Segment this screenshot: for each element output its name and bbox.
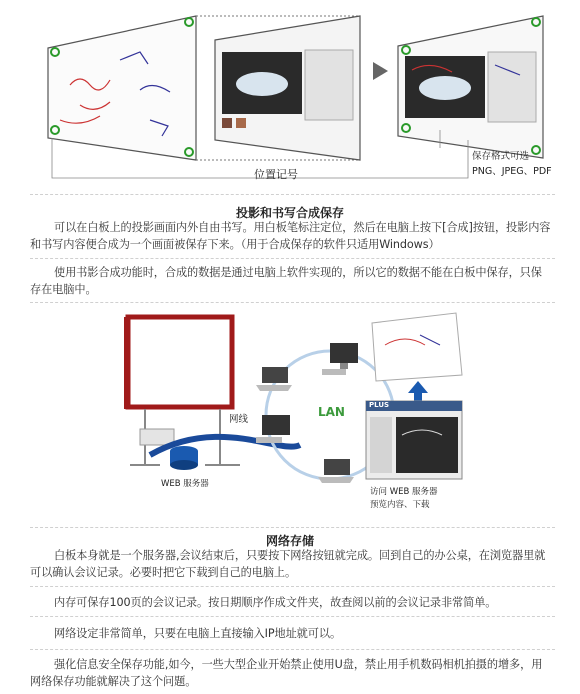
divider xyxy=(30,194,555,195)
arrow-up-icon xyxy=(408,381,428,401)
access-label-2: 预览内容、下载 xyxy=(370,500,430,510)
access-label-1: 访问 WEB 服务器 xyxy=(370,487,438,497)
composed-result xyxy=(398,16,543,158)
desktop-icon xyxy=(256,415,290,443)
paragraph: 白板本身就是一个服务器,会议结束后，只要按下网络按钮就完成。回到自己的办公桌，在浏览器里就可以确认会议记录。必要时把它下载到自己的电脑上。 xyxy=(30,549,546,579)
whiteboard-sketch xyxy=(48,16,196,160)
cable-label: 网线 xyxy=(229,414,249,425)
divider xyxy=(30,302,555,303)
laptop-icon xyxy=(256,367,292,391)
paragraph: 网络设定非常简单，只要在电脑上直接输入IP地址就可以。 xyxy=(54,627,342,640)
paragraph: 使用书影合成功能时，合成的数据是通过电脑上软件实现的，所以它的数据不能在白板中保存，只保存在电脑中。 xyxy=(30,266,542,296)
web-server-label: WEB 服务器 xyxy=(161,479,209,489)
arrow-right-icon xyxy=(373,62,388,80)
network-illustration xyxy=(0,305,580,525)
section-title-compose: 投影和书写合成保存 xyxy=(235,206,344,220)
sketch-thumbnail xyxy=(372,313,462,381)
format-label: 保存格式可选 xyxy=(472,151,530,162)
section-title-network: 网络存储 xyxy=(265,534,314,548)
divider xyxy=(30,586,555,587)
paragraph: 可以在白板上的投影画面内外自由书写。用白板笔标注定位，然后在电脑上按下[合成]按钮，投影内容和书写内容便合成为一个画面被保存下来。（用于合成保存的软件只适用Windows） xyxy=(30,221,551,251)
desktop-icon xyxy=(322,343,358,375)
figure-network-storage xyxy=(0,305,580,525)
format-list: PNG、JPEG、PDF xyxy=(472,166,552,177)
divider xyxy=(30,258,555,259)
paragraph: 强化信息安全保存功能,如今，一些大型企业开始禁止使用U盘，禁止用手机数码相机拍摄的增多，用网络保存功能就解决了这个问题。 xyxy=(30,658,543,688)
paragraph: 内存可保存100页的会议记录。按日期顺序作成文件夹，故查阅以前的会议记录非常简单。 xyxy=(54,596,497,609)
server-icon xyxy=(170,446,198,470)
divider xyxy=(30,649,555,650)
divider xyxy=(30,616,555,617)
lan-label: LAN xyxy=(318,405,345,419)
laptop-icon xyxy=(318,459,354,483)
divider xyxy=(30,527,555,528)
browser-window xyxy=(366,401,462,479)
projection-screen xyxy=(215,16,360,160)
browser-brand: PLUS xyxy=(369,401,390,409)
position-marker-label: 位置记号 xyxy=(254,168,298,181)
figure-projection-compose xyxy=(0,0,580,190)
